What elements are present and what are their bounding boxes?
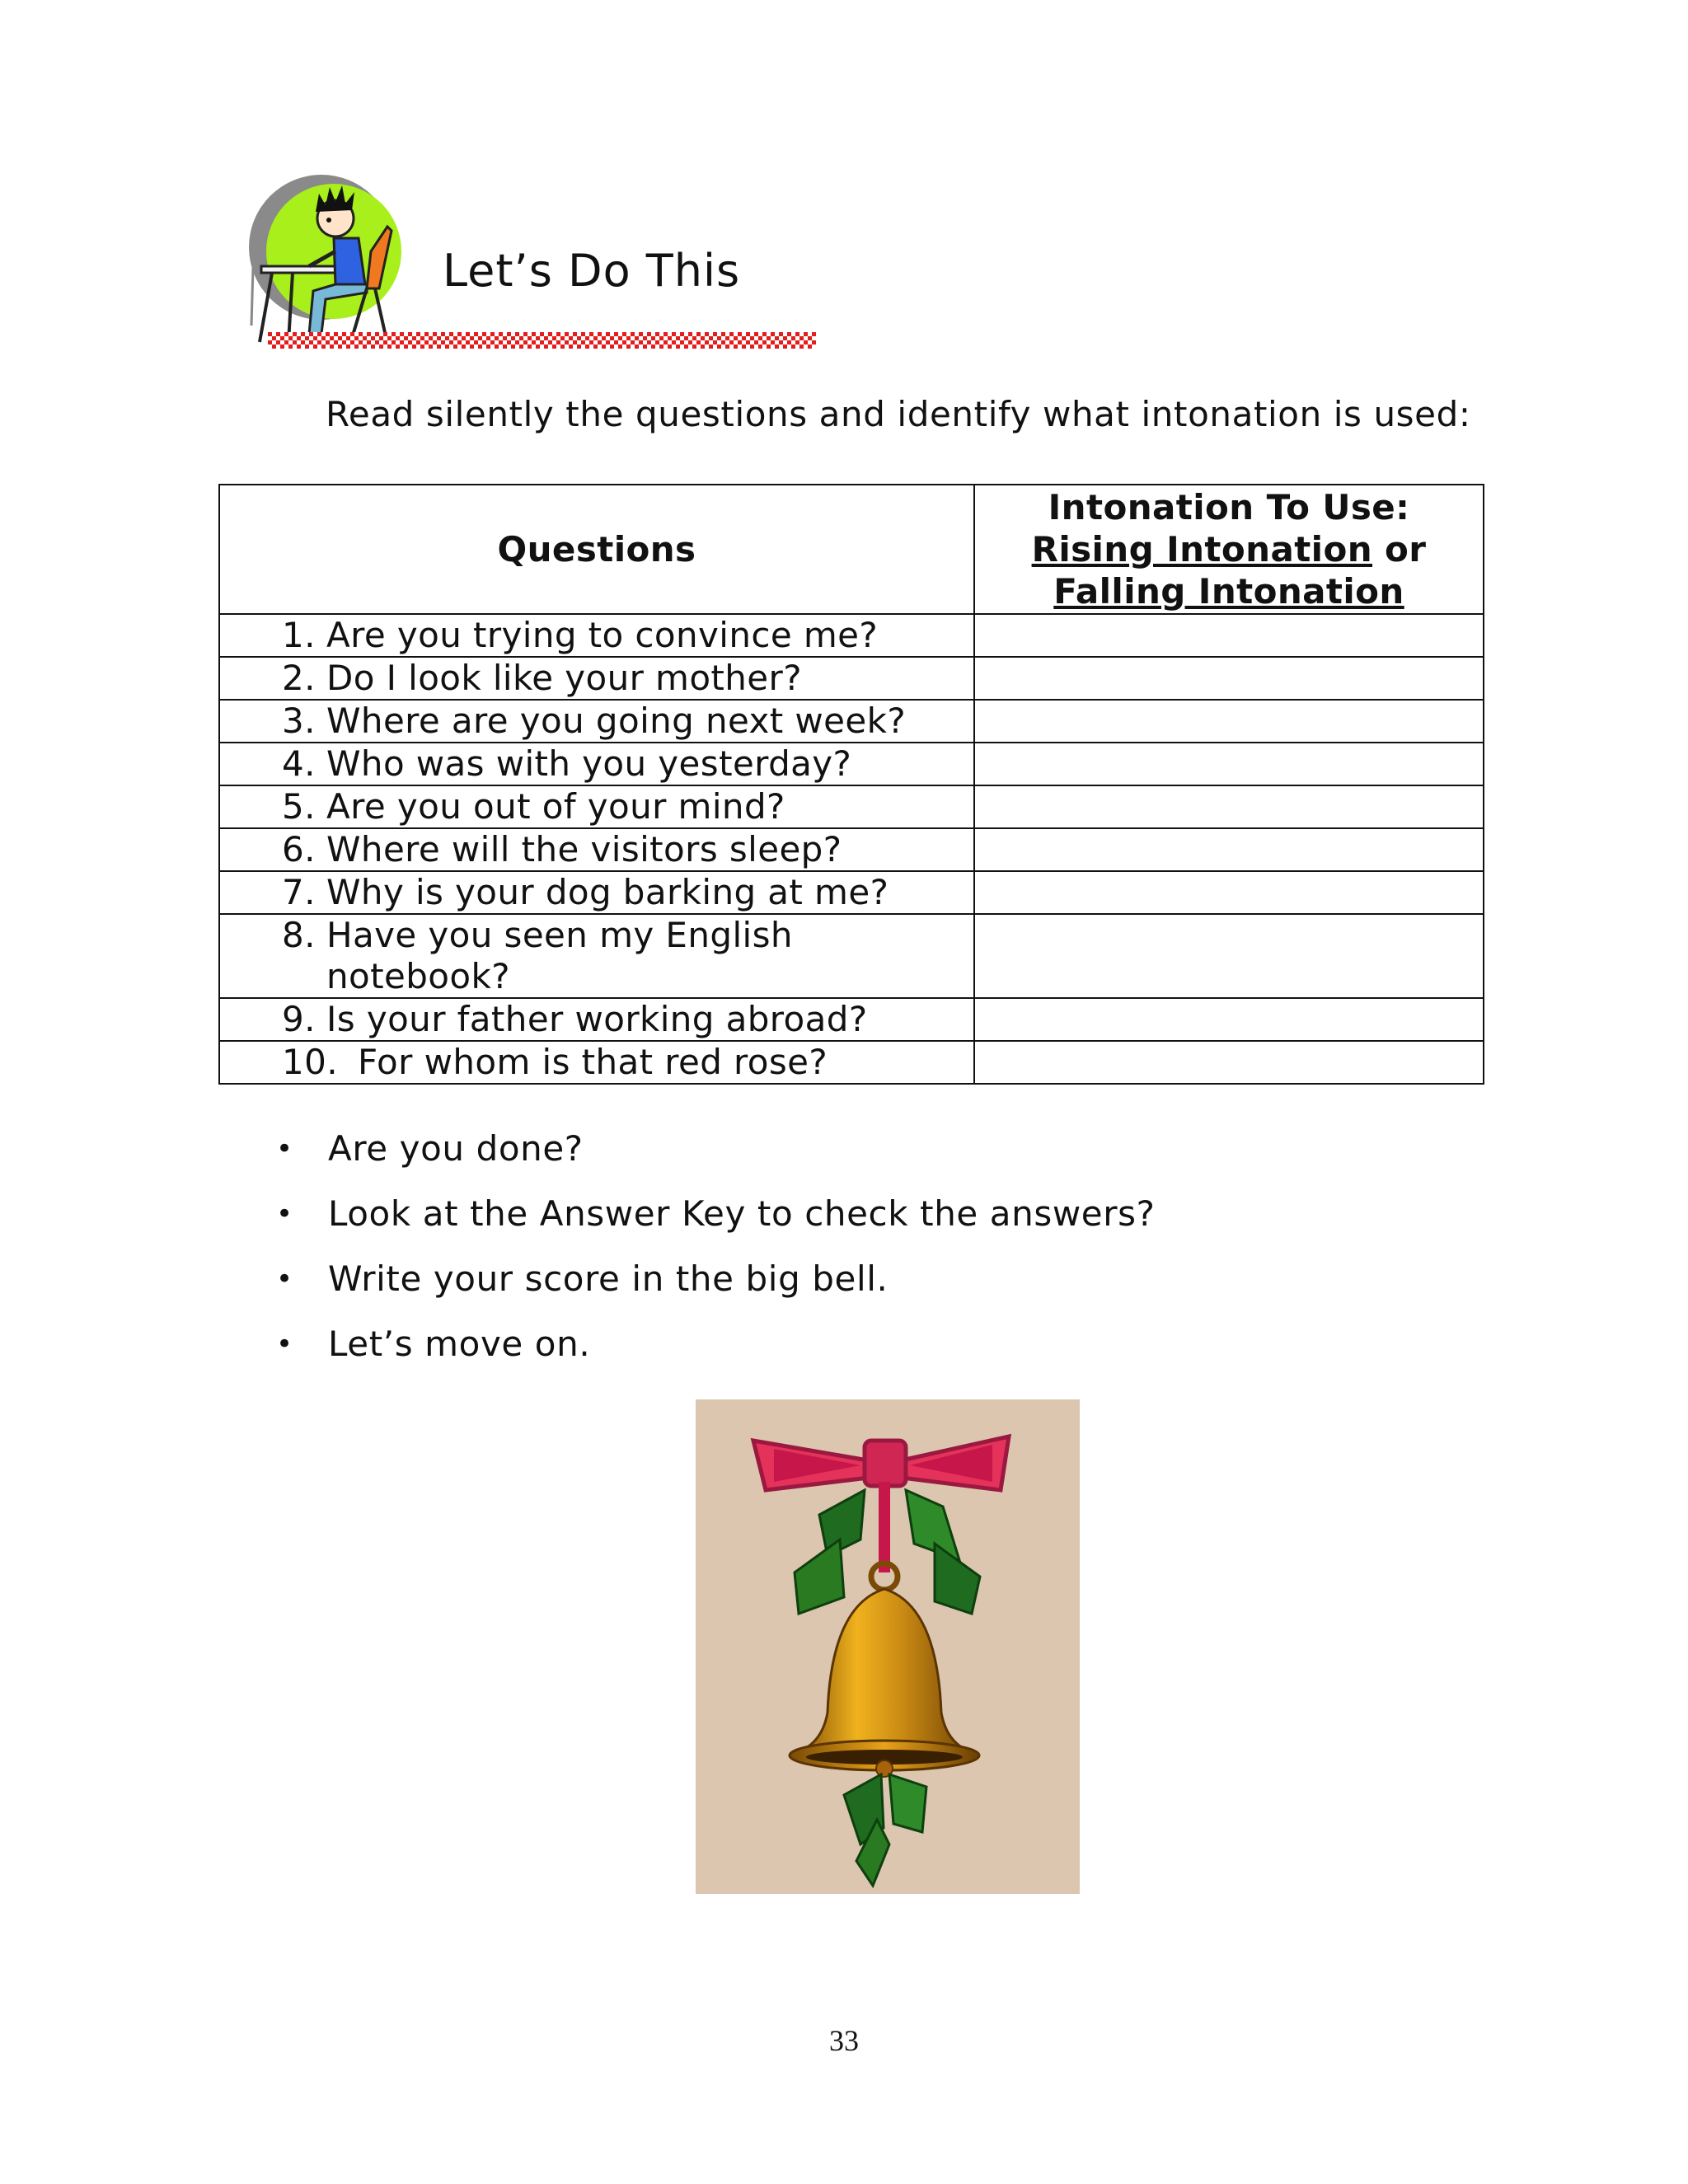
question-cell [219,998,974,1041]
question-cell [219,657,974,700]
question-cell [219,614,974,657]
student-writing-icon [243,169,416,359]
question-8-line2: notebook? [326,956,510,996]
table-row [219,871,1484,914]
question-cell [219,828,974,871]
list-item [276,1193,1155,1258]
question-text: Why is your dog barking at me? [326,872,889,912]
word: you [428,915,493,955]
page-number: 33 [829,2024,859,2057]
answer-cell[interactable] [974,785,1484,828]
instruction-bullets [276,1127,1155,1388]
rising-intonation-label: Rising Intonation [1031,529,1373,569]
question-text: Where will the visitors sleep? [326,829,842,869]
question-cell [219,871,974,914]
instruction-text: Read silently the questions and identify what intonation is used: [326,394,1471,434]
table-row [219,998,1484,1041]
question-text: Where are you going next week? [326,701,907,741]
section-header [243,169,837,359]
falling-intonation-label: Falling Intonation [1053,571,1404,612]
question-number: 1. [282,615,316,655]
answer-cell[interactable] [974,914,1484,998]
question-cell [219,785,974,828]
table-row [219,614,1484,657]
table-header-row [219,485,1484,614]
table-row [219,700,1484,743]
question-cell [219,743,974,785]
answer-cell[interactable] [974,700,1484,743]
question-cell [219,1041,974,1084]
bullet-text: Look at the Answer Key to check the answers? [328,1193,1156,1234]
table-row [219,785,1484,828]
question-number: 7. [282,872,316,912]
answer-cell[interactable] [974,1041,1484,1084]
bullet-icon: • [276,1197,293,1230]
intonation-header-line1: Intonation To Use: [1048,487,1410,527]
question-number: 2. [282,658,316,698]
question-text: Is your father working abroad? [326,999,868,1039]
list-item [276,1127,1155,1193]
table-row [219,1041,1484,1084]
or-label: or [1372,529,1427,569]
question-cell [219,700,974,743]
answer-cell[interactable] [974,743,1484,785]
question-number: 4. [282,743,316,784]
answer-cell[interactable] [974,614,1484,657]
question-number: 6. [282,829,316,869]
bullet-text: Are you done? [328,1128,584,1169]
question-number: 5. [282,786,316,827]
section-title: Let’s Do This [443,245,741,297]
question-number: 8. [282,915,316,955]
question-text: Are you out of your mind? [326,786,785,827]
table-row [219,914,1484,998]
question-8-line1 [326,915,793,955]
question-text: Are you trying to convince me? [326,615,879,655]
table-row [219,828,1484,871]
question-number: 3. [282,701,316,741]
table-row [219,743,1484,785]
answer-cell[interactable] [974,828,1484,871]
question-number: 9. [282,999,316,1039]
question-text: For whom is that red rose? [358,1042,828,1082]
bell-icon [696,1399,1080,1894]
list-item [276,1258,1155,1323]
bullet-icon: • [276,1132,293,1165]
question-text: Do I look like your mother? [326,658,802,698]
table-row [219,657,1484,700]
intonation-table [218,484,1484,1085]
answer-cell[interactable] [974,657,1484,700]
christmas-bell-image [696,1399,1080,1894]
bullet-text: Let’s move on. [328,1324,591,1364]
question-cell [219,914,974,998]
bullet-text: Write your score in the big bell. [328,1258,889,1299]
bullet-icon: • [276,1263,293,1296]
intonation-header [974,485,1484,614]
question-text [326,915,973,997]
word: my [599,915,654,955]
word: seen [504,915,588,955]
answer-cell[interactable] [974,998,1484,1041]
word: Have [326,915,417,955]
answer-cell[interactable] [974,871,1484,914]
checker-border [268,332,816,349]
questions-header: Questions [219,485,974,614]
bullet-icon: • [276,1328,293,1361]
word: English [665,915,793,955]
question-text: Who was with you yesterday? [326,743,852,784]
list-item [276,1323,1155,1388]
question-number: 10. [282,1042,338,1082]
